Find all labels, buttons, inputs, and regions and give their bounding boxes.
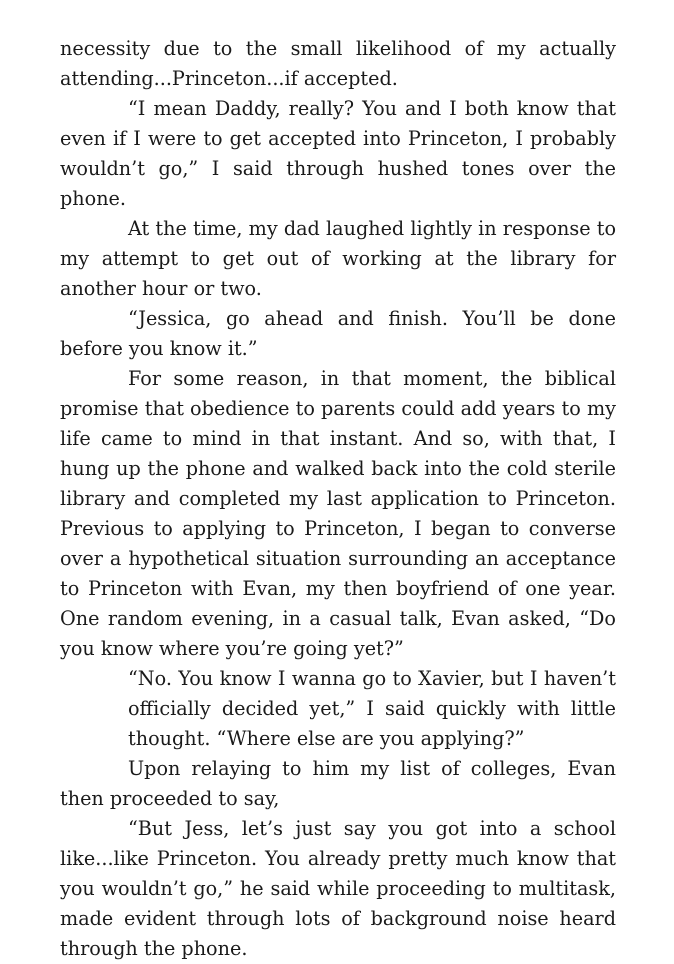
paragraph-5: For some reason, in that moment, the biblical promise that obedience to parents could add years to my life came to mind in that instant. And so, with that, I hung up the phone and walked back into the cold sterile library and completed my last application to Princeton. Previous to applying to Princeton, I began to converse over a hypothetical situation surrounding an acceptance to Princeton with Evan, my then boyfriend of one year. One random evening, in a casual talk, Evan asked, “Do you know where you’re going yet?” bbox=[60, 367, 616, 660]
paragraph-3: At the time, my dad laughed lightly in response to my attempt to get out of working at the library for another hour or two. bbox=[60, 217, 616, 300]
paragraph-6: “No. You know I wanna go to Xavier, but I haven’t officially decided yet,” I said quickly with little thought. “Where else are you applying?” bbox=[128, 667, 616, 750]
paragraph-7: Upon relaying to him my list of colleges, Evan then proceeded to say, bbox=[60, 757, 616, 810]
paragraph-8: “But Jess, let’s just say you got into a school like...like Princeton. You already pretty much know that you wouldn’t go,” he said while proceeding to multitask, made evident through lots of background noise heard through the phone. bbox=[60, 817, 616, 960]
paragraph-2: “I mean Daddy, really? You and I both know that even if I were to get accepted into Princeton, I probably wouldn’t go,” I said through hushed tones over the phone. bbox=[60, 97, 616, 210]
document-page bbox=[60, 34, 616, 964]
paragraph-1: necessity due to the small likelihood of my actually attending...Princeton...if accepted. bbox=[60, 37, 616, 90]
paragraph-4: “Jessica, go ahead and finish. You’ll be done before you know it.” bbox=[60, 307, 616, 360]
